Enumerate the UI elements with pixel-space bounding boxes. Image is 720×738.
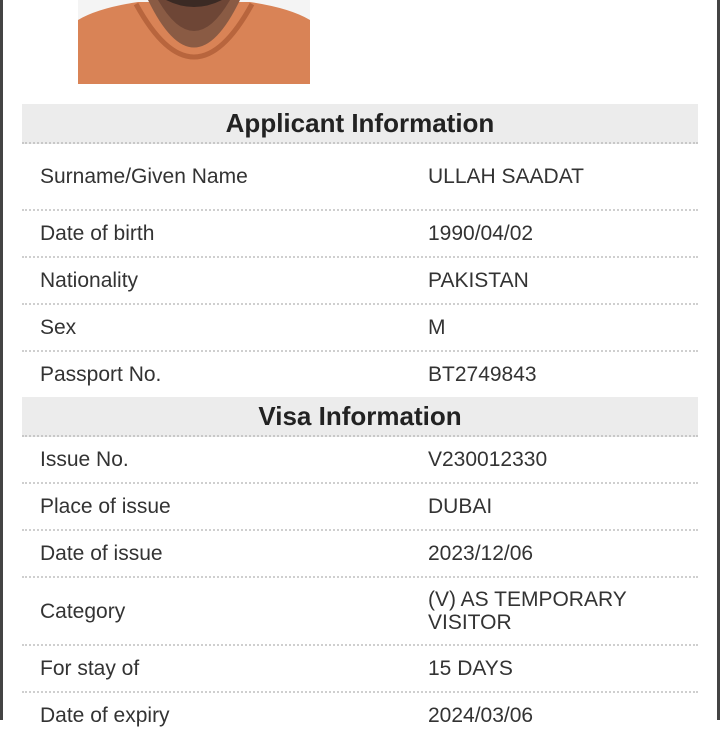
field-value: 2024/03/06 xyxy=(428,704,534,727)
visa-details xyxy=(22,104,698,738)
field-label: Sex xyxy=(40,316,77,339)
applicant-photo xyxy=(78,0,310,84)
left-border xyxy=(0,0,3,720)
field-label: Date of birth xyxy=(40,222,155,245)
row-issue-no xyxy=(22,437,698,484)
row-name xyxy=(22,144,698,211)
field-value: 1990/04/02 xyxy=(428,222,534,245)
field-value: BT2749843 xyxy=(428,363,537,386)
field-value: 15 DAYS xyxy=(428,657,513,680)
field-value: (V) AS TEMPORARY VISITOR xyxy=(428,588,627,634)
row-passport-no xyxy=(22,352,698,397)
field-label: Place of issue xyxy=(40,495,171,518)
row-for-stay-of xyxy=(22,646,698,693)
field-value: M xyxy=(428,316,446,339)
row-place-of-issue xyxy=(22,484,698,531)
field-label: Passport No. xyxy=(40,363,162,386)
field-label: For stay of xyxy=(40,657,140,680)
applicant-information-header: Applicant Information xyxy=(22,104,698,144)
row-date-of-expiry xyxy=(22,693,698,738)
field-label: Date of issue xyxy=(40,542,163,565)
field-label: Nationality xyxy=(40,269,139,292)
row-category xyxy=(22,578,698,646)
visa-information-header: Visa Information xyxy=(22,397,698,437)
row-date-of-birth xyxy=(22,211,698,258)
field-value: PAKISTAN xyxy=(428,269,529,292)
row-nationality xyxy=(22,258,698,305)
field-label: Date of expiry xyxy=(40,704,170,727)
field-value: V230012330 xyxy=(428,448,548,471)
field-value: 2023/12/06 xyxy=(428,542,534,565)
field-value: DUBAI xyxy=(428,495,493,518)
row-sex xyxy=(22,305,698,352)
field-label: Surname/Given Name xyxy=(40,165,248,188)
field-label: Issue No. xyxy=(40,448,129,471)
field-label: Category xyxy=(40,599,126,623)
row-date-of-issue xyxy=(22,531,698,578)
field-value: ULLAH SAADAT xyxy=(428,165,584,188)
